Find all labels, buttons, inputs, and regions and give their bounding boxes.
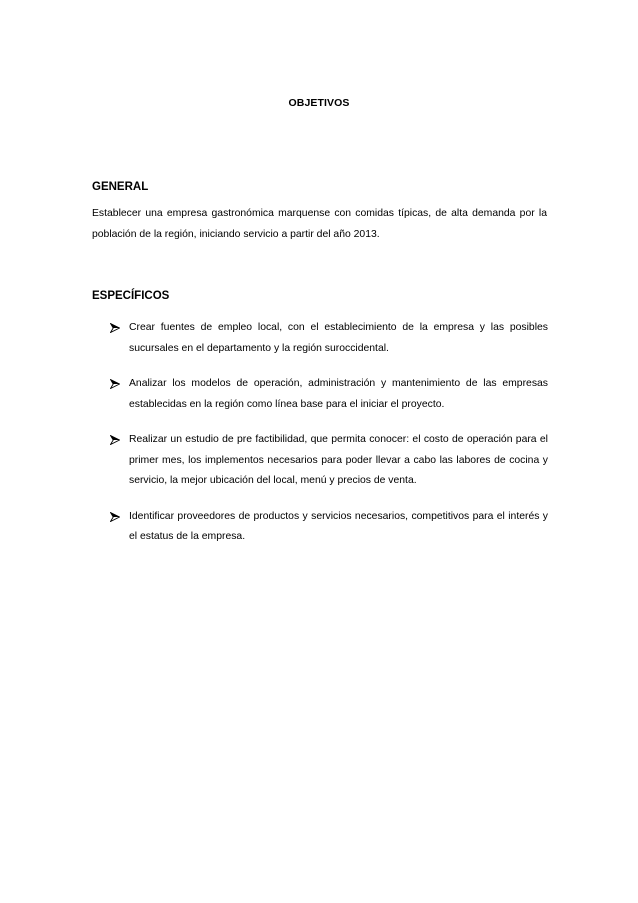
arrowhead-bullet-icon <box>110 435 120 445</box>
page-title: OBJETIVOS <box>288 97 350 109</box>
list-item <box>110 318 548 359</box>
list-item <box>110 374 548 415</box>
list-item-text: Realizar un estudio de pre factibilidad, que permita conocer: el costo de operación para el primer mes, los implementos necesarios para poder llevar a cabo las labores de cocina y servicio, la mejor ubicación del local, menú y precios de venta. <box>129 434 548 486</box>
list-item-text: Crear fuentes de empleo local, con el establecimiento de la empresa y las posibles sucursales en el departamento y la región suroccidental. <box>129 322 548 354</box>
arrowhead-bullet-icon <box>110 379 120 389</box>
arrowhead-bullet-icon <box>110 323 120 333</box>
list-item <box>110 507 548 548</box>
list-item-text: Analizar los modelos de operación, administración y mantenimiento de las empresas establecidas en la región como línea base para el iniciar el proyecto. <box>129 378 548 410</box>
general-heading: GENERAL <box>92 181 149 193</box>
specific-objectives-list <box>110 318 548 563</box>
list-item <box>110 430 548 492</box>
especificos-heading: ESPECÍFICOS <box>92 290 170 302</box>
arrowhead-bullet-icon <box>110 512 120 522</box>
list-item-text: Identificar proveedores de productos y servicios necesarios, competitivos para el interés y el estatus de la empresa. <box>129 510 548 542</box>
general-objective-text: Establecer una empresa gastronómica marquense con comidas típicas, de alta demanda por la población de la región, iniciando servicio a partir del año 2013. <box>92 208 547 240</box>
